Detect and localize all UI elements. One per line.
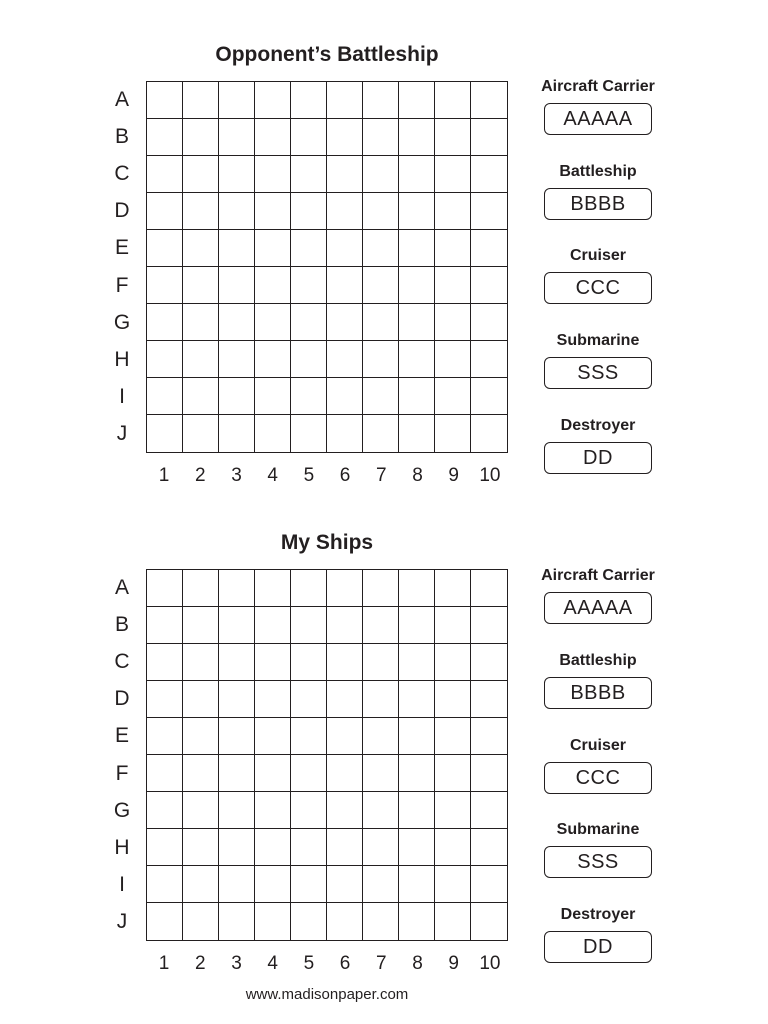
grid-cell-a5[interactable] [291,570,327,607]
grid-cell-a3[interactable] [219,82,255,119]
grid-cell-d1[interactable] [147,193,183,230]
grid-cell-g5[interactable] [291,792,327,829]
grid-cell-b4[interactable] [255,119,291,156]
grid-cell-i9[interactable] [435,866,471,903]
grid-cell-c2[interactable] [183,644,219,681]
grid-cell-g5[interactable] [291,304,327,341]
row-label: A [114,87,129,111]
grid-cell-c7[interactable] [363,644,399,681]
grid-cell-d3[interactable] [219,681,255,718]
col-label: 10 [479,465,501,486]
grid-cell-j6[interactable] [327,903,363,940]
row-label: E [114,236,129,260]
grid-cell-c6[interactable] [327,644,363,681]
grid-cell-h1[interactable] [147,341,183,378]
grid-cell-h7[interactable] [363,341,399,378]
grid-cell-b5[interactable] [291,607,327,644]
grid-cell-b7[interactable] [363,119,399,156]
grid-cell-f4[interactable] [255,755,291,792]
ship-tracker-box[interactable]: DD [544,442,652,474]
grid-cell-h3[interactable] [219,341,255,378]
ship-battleship [538,162,658,220]
row-label: I [119,385,125,409]
grid-cell-e5[interactable] [291,718,327,755]
grid-cell-j10[interactable] [471,415,507,452]
grid-cell-j3[interactable] [219,903,255,940]
grid-cell-d8[interactable] [399,193,435,230]
grid-cell-i8[interactable] [399,866,435,903]
grid-cell-j2[interactable] [183,903,219,940]
row-label: D [114,199,130,223]
grid-cell-a4[interactable] [255,570,291,607]
grid-cell-e4[interactable] [255,230,291,267]
ship-name: Destroyer [560,906,636,923]
ship-aircraft-carrier [538,566,658,624]
grid-cell-d9[interactable] [435,193,471,230]
grid-cell-c3[interactable] [219,156,255,193]
grid-cell-a10[interactable] [471,82,507,119]
grid-cell-b4[interactable] [255,607,291,644]
ship-name: Submarine [556,821,640,838]
grid-cell-f6[interactable] [327,755,363,792]
grid-cell-i10[interactable] [471,378,507,415]
ship-submarine [538,331,658,389]
grid-cell-h5[interactable] [291,341,327,378]
grid-cell-a9[interactable] [435,82,471,119]
grid-cell-g6[interactable] [327,304,363,341]
row-label: D [114,687,130,711]
grid-cell-i2[interactable] [183,866,219,903]
grid-cell-b10[interactable] [471,607,507,644]
grid-cell-h10[interactable] [471,829,507,866]
grid-cell-g3[interactable] [219,792,255,829]
ship-tracker-box[interactable]: BBBB [544,677,652,709]
grid-cell-h2[interactable] [183,341,219,378]
ship-name: Battleship [559,652,637,669]
grid-cell-c6[interactable] [327,156,363,193]
grid-cell-g10[interactable] [471,792,507,829]
grid-cell-i10[interactable] [471,866,507,903]
grid-cell-f9[interactable] [435,755,471,792]
grid-cell-g4[interactable] [255,304,291,341]
grid-cell-b2[interactable] [183,119,219,156]
grid-cell-i6[interactable] [327,866,363,903]
col-label: 7 [376,465,387,486]
grid-cell-e8[interactable] [399,718,435,755]
grid-cell-e2[interactable] [183,230,219,267]
grid-cell-g4[interactable] [255,792,291,829]
ship-name: Submarine [556,332,640,349]
grid-cell-b9[interactable] [435,119,471,156]
grid-cell-f4[interactable] [255,267,291,304]
grid-cell-c7[interactable] [363,156,399,193]
row-labels [108,569,136,941]
grid-cell-f8[interactable] [399,267,435,304]
grid-cell-h2[interactable] [183,829,219,866]
row-label: F [115,273,129,297]
grid-cell-d2[interactable] [183,681,219,718]
ship-name: Cruiser [569,247,627,264]
grid-cell-d5[interactable] [291,681,327,718]
ship-name: Cruiser [569,737,627,754]
grid-cell-i9[interactable] [435,378,471,415]
ship-destroyer [538,905,658,963]
grid-cell-j7[interactable] [363,903,399,940]
col-label: 2 [195,953,206,974]
grid-cell-c9[interactable] [435,644,471,681]
ship-tracker-box[interactable]: CCC [544,762,652,794]
row-label: C [114,649,130,673]
grid-cell-i7[interactable] [363,378,399,415]
grid-cell-c5[interactable] [291,156,327,193]
grid-cell-i4[interactable] [255,378,291,415]
grid-cell-j5[interactable] [291,903,327,940]
ship-tracker-box[interactable]: BBBB [544,188,652,220]
grid-cell-j4[interactable] [255,903,291,940]
col-label: 6 [339,465,351,486]
grid-cell-g9[interactable] [435,304,471,341]
row-label: C [114,161,130,185]
grid-cell-a1[interactable] [147,570,183,607]
grid-cell-i2[interactable] [183,378,219,415]
grid-cell-d4[interactable] [255,681,291,718]
grid-cell-i5[interactable] [291,866,327,903]
grid-cell-g2[interactable] [183,792,219,829]
grid-cell-j9[interactable] [435,415,471,452]
grid-cell-c4[interactable] [255,644,291,681]
grid-cell-b8[interactable] [399,607,435,644]
col-label: 9 [448,465,459,486]
grid-cell-e7[interactable] [363,718,399,755]
grid-cell-c5[interactable] [291,644,327,681]
grid-cell-g9[interactable] [435,792,471,829]
grid-cell-e10[interactable] [471,230,507,267]
grid-cell-d6[interactable] [327,193,363,230]
grid-cell-d10[interactable] [471,193,507,230]
board-title: My Ships [280,531,374,554]
grid-cell-i6[interactable] [327,378,363,415]
ship-aircraft-carrier [538,77,658,135]
grid-cell-g2[interactable] [183,304,219,341]
grid-cell-f3[interactable] [219,755,255,792]
col-label: 10 [479,953,501,974]
col-label: 2 [195,465,206,486]
grid-cell-a2[interactable] [183,82,219,119]
ship-name: Destroyer [560,417,636,434]
grid-cell-c9[interactable] [435,156,471,193]
grid-cell-e6[interactable] [327,718,363,755]
grid-cell-f1[interactable] [147,267,183,304]
grid-cell-f5[interactable] [291,267,327,304]
row-label: H [114,347,130,371]
grid-cell-j8[interactable] [399,415,435,452]
grid-cell-d7[interactable] [363,193,399,230]
grid-cell-f6[interactable] [327,267,363,304]
grid-cell-i3[interactable] [219,866,255,903]
grid-cell-h5[interactable] [291,829,327,866]
row-label: E [114,724,129,748]
grid-cell-a8[interactable] [399,570,435,607]
row-label: G [113,798,131,822]
ship-tracker-box[interactable]: SSS [544,357,652,389]
grid-cell-i8[interactable] [399,378,435,415]
ship-name: Aircraft Carrier [541,78,655,95]
col-label: 3 [231,953,242,974]
grid-cell-b10[interactable] [471,119,507,156]
grid-cell-d6[interactable] [327,681,363,718]
grid-cell-b1[interactable] [147,119,183,156]
ship-tracker-box[interactable]: AAAAA [544,103,652,135]
grid-cell-e4[interactable] [255,718,291,755]
col-label: 8 [412,953,423,974]
grid-cell-d9[interactable] [435,681,471,718]
grid-cell-a7[interactable] [363,570,399,607]
row-label: A [114,575,129,599]
grid-cell-c4[interactable] [255,156,291,193]
grid-cell-j6[interactable] [327,415,363,452]
grid-cell-e10[interactable] [471,718,507,755]
col-label: 5 [303,465,315,486]
grid-cell-b8[interactable] [399,119,435,156]
col-labels [146,462,508,490]
ship-tracker-box[interactable]: SSS [544,846,652,878]
grid-cell-a2[interactable] [183,570,219,607]
grid-cell-d5[interactable] [291,193,327,230]
grid-cell-a3[interactable] [219,570,255,607]
grid-cell-h9[interactable] [435,829,471,866]
grid-cell-g1[interactable] [147,304,183,341]
footer-url: www.madisonpaper.com [245,986,409,1003]
grid-cell-e8[interactable] [399,230,435,267]
row-labels [108,81,136,453]
grid-cell-h4[interactable] [255,829,291,866]
col-labels [146,950,508,978]
row-label: G [113,310,131,334]
grid-cell-h6[interactable] [327,341,363,378]
grid-cell-e6[interactable] [327,230,363,267]
ship-name: Battleship [559,163,637,180]
grid-cell-h8[interactable] [399,829,435,866]
col-label: 7 [376,953,387,974]
grid-cell-j7[interactable] [363,415,399,452]
grid-cell-g8[interactable] [399,792,435,829]
grid-cell-g3[interactable] [219,304,255,341]
grid-cell-f1[interactable] [147,755,183,792]
row-label: B [114,124,129,148]
grid-cell-j10[interactable] [471,903,507,940]
grid-cell-j9[interactable] [435,903,471,940]
grid-cell-c3[interactable] [219,644,255,681]
grid-cell-e9[interactable] [435,718,471,755]
grid-cell-h9[interactable] [435,341,471,378]
grid-cell-h6[interactable] [327,829,363,866]
grid-cell-j2[interactable] [183,415,219,452]
col-label: 1 [158,953,170,974]
grid-cell-f5[interactable] [291,755,327,792]
grid-cell-f8[interactable] [399,755,435,792]
grid-cell-a9[interactable] [435,570,471,607]
grid-cell-g7[interactable] [363,792,399,829]
grid-cell-d4[interactable] [255,193,291,230]
grid-cell-g1[interactable] [147,792,183,829]
grid-cell-c1[interactable] [147,644,183,681]
grid-cell-c1[interactable] [147,156,183,193]
ship-tracker-box[interactable]: AAAAA [544,592,652,624]
board-title: Opponent’s Battleship [215,43,439,66]
ship-tracker-box[interactable]: DD [544,931,652,963]
grid-cell-f7[interactable] [363,267,399,304]
grid-cell-d7[interactable] [363,681,399,718]
grid-cell-c8[interactable] [399,644,435,681]
grid-cell-h3[interactable] [219,829,255,866]
grid-cell-b5[interactable] [291,119,327,156]
grid-cell-e5[interactable] [291,230,327,267]
grid-cell-g7[interactable] [363,304,399,341]
grid-cell-a4[interactable] [255,82,291,119]
grid-cell-h10[interactable] [471,341,507,378]
grid-cell-i7[interactable] [363,866,399,903]
grid-cell-i1[interactable] [147,866,183,903]
row-label: J [116,910,128,934]
grid-cell-f2[interactable] [183,755,219,792]
grid-cell-c10[interactable] [471,644,507,681]
grid-cell-h1[interactable] [147,829,183,866]
grid-cell-a6[interactable] [327,570,363,607]
grid-cell-f2[interactable] [183,267,219,304]
grid-cell-g8[interactable] [399,304,435,341]
col-label: 6 [339,953,351,974]
grid-cell-e2[interactable] [183,718,219,755]
grid-cell-h7[interactable] [363,829,399,866]
row-label: F [115,761,129,785]
grid-cell-j8[interactable] [399,903,435,940]
grid-cell-e7[interactable] [363,230,399,267]
grid-cell-a1[interactable] [147,82,183,119]
grid-cell-a8[interactable] [399,82,435,119]
ship-cruiser [538,246,658,304]
col-label: 1 [158,465,170,486]
board-grid [146,81,508,453]
grid-cell-j1[interactable] [147,415,183,452]
grid-cell-e9[interactable] [435,230,471,267]
col-label: 4 [267,953,278,974]
col-label: 5 [303,953,315,974]
grid-cell-b6[interactable] [327,607,363,644]
ship-battleship [538,651,658,709]
grid-cell-c2[interactable] [183,156,219,193]
grid-cell-b9[interactable] [435,607,471,644]
grid-cell-j3[interactable] [219,415,255,452]
grid-cell-c8[interactable] [399,156,435,193]
grid-cell-j5[interactable] [291,415,327,452]
ship-name: Aircraft Carrier [541,567,655,584]
grid-cell-c10[interactable] [471,156,507,193]
grid-cell-f9[interactable] [435,267,471,304]
grid-cell-g10[interactable] [471,304,507,341]
row-label: I [119,873,125,897]
grid-cell-b3[interactable] [219,607,255,644]
grid-cell-g6[interactable] [327,792,363,829]
col-label: 8 [412,465,423,486]
grid-cell-d8[interactable] [399,681,435,718]
grid-cell-a10[interactable] [471,570,507,607]
row-label: J [116,422,128,446]
grid-cell-j1[interactable] [147,903,183,940]
ship-tracker-box[interactable]: CCC [544,272,652,304]
row-label: B [114,612,129,636]
grid-cell-i5[interactable] [291,378,327,415]
col-label: 3 [231,465,242,486]
grid-cell-e1[interactable] [147,718,183,755]
col-label: 4 [267,465,278,486]
grid-cell-e3[interactable] [219,718,255,755]
grid-cell-b1[interactable] [147,607,183,644]
grid-cell-b7[interactable] [363,607,399,644]
ship-destroyer [538,416,658,474]
grid-cell-f10[interactable] [471,755,507,792]
grid-cell-f10[interactable] [471,267,507,304]
grid-cell-e1[interactable] [147,230,183,267]
grid-cell-d1[interactable] [147,681,183,718]
grid-cell-h8[interactable] [399,341,435,378]
grid-cell-b6[interactable] [327,119,363,156]
grid-cell-b3[interactable] [219,119,255,156]
grid-cell-h4[interactable] [255,341,291,378]
grid-cell-d3[interactable] [219,193,255,230]
grid-cell-e3[interactable] [219,230,255,267]
grid-cell-f3[interactable] [219,267,255,304]
grid-cell-a5[interactable] [291,82,327,119]
row-label: H [114,835,130,859]
ship-cruiser [538,736,658,794]
grid-cell-a6[interactable] [327,82,363,119]
grid-cell-b2[interactable] [183,607,219,644]
ship-submarine [538,820,658,878]
grid-cell-f7[interactable] [363,755,399,792]
board-grid [146,569,508,941]
grid-cell-d2[interactable] [183,193,219,230]
grid-cell-j4[interactable] [255,415,291,452]
col-label: 9 [448,953,459,974]
grid-cell-i4[interactable] [255,866,291,903]
grid-cell-d10[interactable] [471,681,507,718]
grid-cell-i1[interactable] [147,378,183,415]
grid-cell-a7[interactable] [363,82,399,119]
grid-cell-i3[interactable] [219,378,255,415]
